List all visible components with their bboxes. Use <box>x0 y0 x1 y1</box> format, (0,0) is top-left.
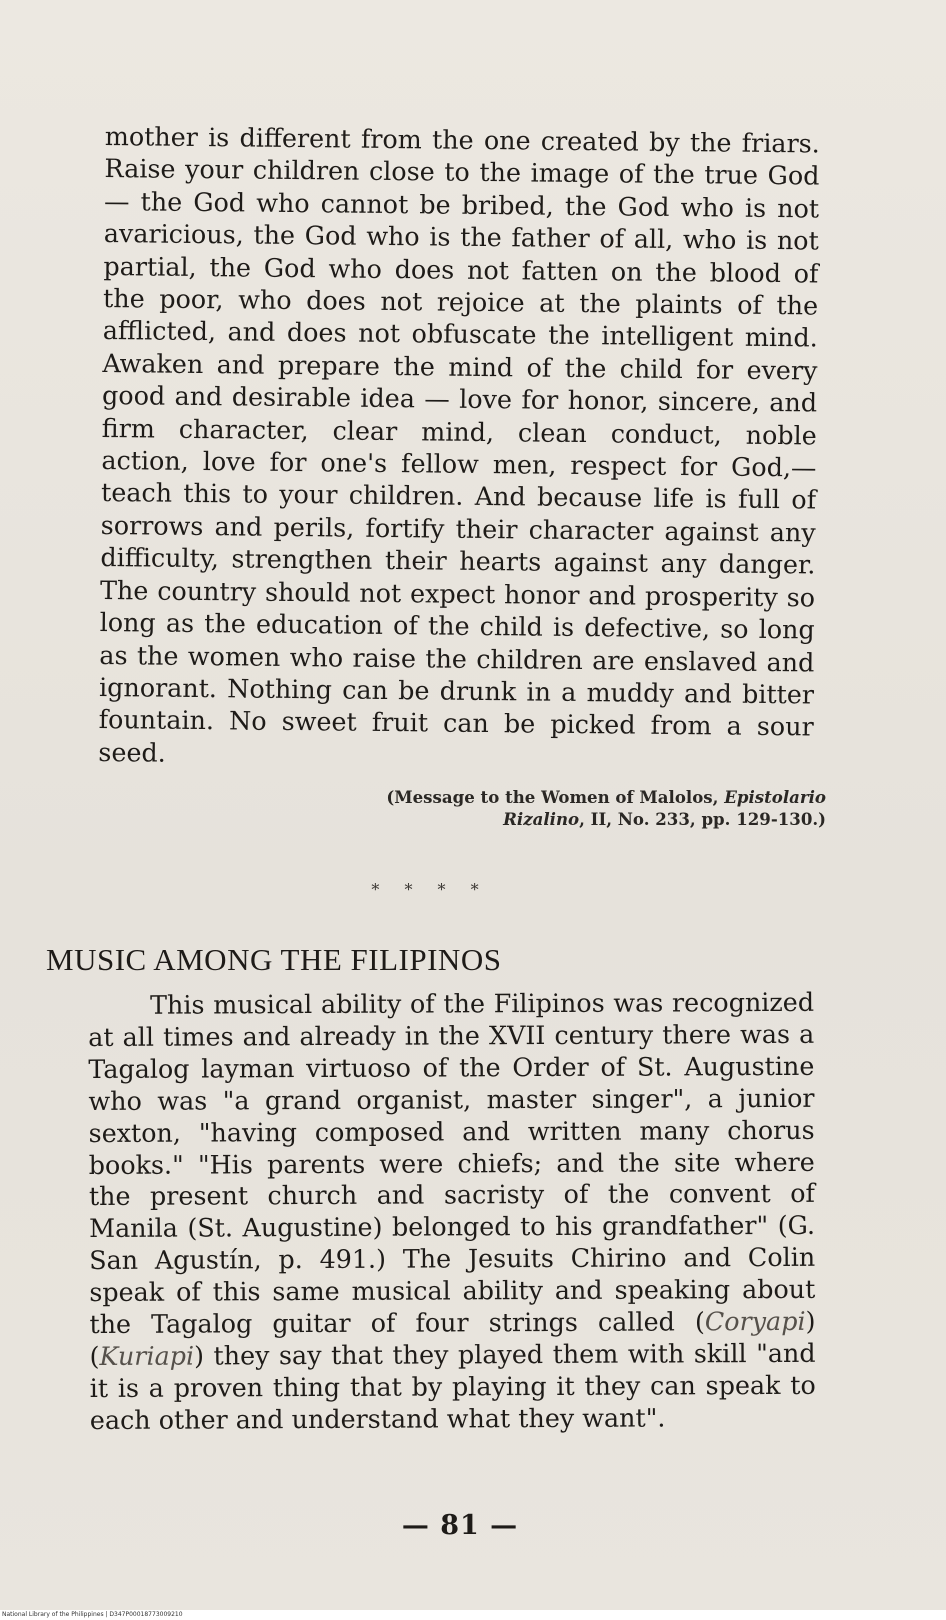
section-separator: * * * * <box>371 880 489 899</box>
footer-source-label: National Library of the Philippines | D347P00018773009210 <box>2 1611 183 1618</box>
paragraph-music-text-c: ) they say that they played them with skill "and it is a proven thing that by playing it they can speak to each other and understand what they want". <box>89 1337 816 1435</box>
citation-prefix: (Message to the Women of Malolos, <box>386 787 725 807</box>
paragraph-music <box>88 987 816 1437</box>
paragraph-music-italic-1: Coryapi <box>704 1305 806 1337</box>
paragraph-music-italic-2: Kuriapi <box>99 1340 195 1371</box>
paragraph-music-text-a: This musical ability of the Filipinos was recognized at all times and already in the XVII century there was a Tagalog layman virtuoso of the Order of St. Augustine who was "a grand organist, master singer", a junior sexton, "having composed and written many chorus books." "His parents were chiefs; and the site where the present church and sacristy of the convent of Manila (St. Augustine) belonged to his grandfather" (G. San Agustín, p. 491.) The Jesuits Chirino and Colin speak of this same musical ability and speaking about the Tagalog guitar of four strings called ( <box>88 986 816 1340</box>
citation <box>340 786 826 830</box>
paragraph-rizal-message: mother is different from the one created by the friars. Raise your children close to the image of the true God — the God who cannot be bribed, the God who is not avaricious, the God who is the father of all, who is not partial, the God who does not fatten on the blood of the poor, who does not rejoice at the plaints of the afflicted, and does not obfuscate the intelligent mind. Awaken and prepare the mind of the child for every good and desirable idea — love for honor, sincere, and firm character, clear mind, clean conduct, noble action, love for one's fellow men, respect for God,— teach this to your children. And because life is full of sorrows and perils, fortify their character against any difficulty, strengthen their hearts against any danger. The country should not expect honor and prosperity so long as the education of the child is defective, so long as the women who raise the children are enslaved and ignorant. Nothing can be drunk in a muddy and bitter fountain. No sweet fruit can be picked from a sour seed. <box>98 120 820 768</box>
paragraph-music-text-b: ) ( <box>89 1305 816 1371</box>
citation-suffix: , II, No. 233, pp. 129-130.) <box>579 809 826 829</box>
page-number: — 81 — <box>401 1510 519 1541</box>
section-heading: MUSIC AMONG THE FILIPINOS <box>46 942 502 977</box>
citation-title: Epistolario Rizalino <box>503 787 826 829</box>
